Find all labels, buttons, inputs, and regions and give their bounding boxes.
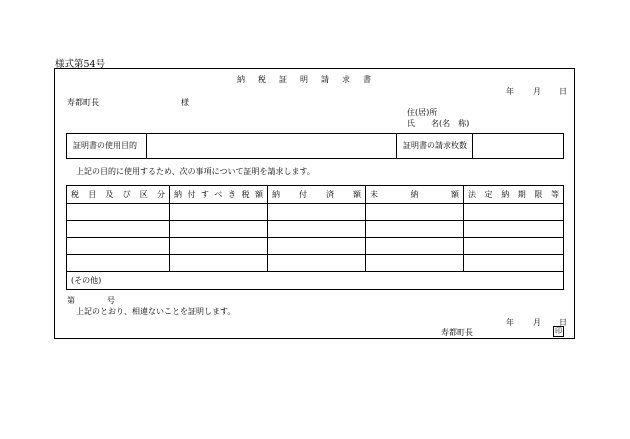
table-cell[interactable] [366,221,464,238]
purpose-label: 証明書の使用目的 [67,134,147,158]
date-month-label: 月 [533,318,541,327]
table-cell[interactable] [464,204,564,221]
purpose-row [66,133,564,159]
table-row [67,221,564,238]
table-row [67,238,564,255]
issuer-name: 寿都町長 [441,328,473,337]
table-cell[interactable] [268,238,366,255]
header-amount-paid: 納付済額 [268,186,366,204]
table-cell[interactable] [170,221,268,238]
form-number: 様式第54号 [55,59,106,70]
table-row [67,204,564,221]
table-cell[interactable] [67,221,170,238]
table-cell[interactable] [170,255,268,272]
other-cell[interactable]: (その他) [67,272,564,290]
applicant-name-label: 氏 名(名 称) [407,119,470,128]
header-amount-unpaid: 未納額 [366,186,464,204]
request-date [506,86,567,97]
applicant-address-label: 住(居)所 [407,108,438,117]
tax-table [66,185,564,290]
header-tax-item: 税目及び区分 [67,186,170,204]
seal-mark: 印 [555,327,562,335]
table-cell[interactable] [67,255,170,272]
addressee: 寿都町長 [67,98,99,107]
date-year-label: 年 [506,87,514,96]
table-row [67,255,564,272]
table-cell[interactable] [170,238,268,255]
honorific: 様 [181,98,189,107]
date-day-label: 日 [559,87,567,96]
form-title: 納税証明請求書 [237,75,384,84]
certify-statement: 上記のとおり、相違ないことを証明します。 [76,307,236,316]
table-cell[interactable] [366,255,464,272]
table-cell[interactable] [67,204,170,221]
table-cell[interactable] [268,204,366,221]
purpose-field[interactable] [147,134,397,158]
table-cell[interactable] [268,221,366,238]
table-cell[interactable] [464,255,564,272]
header-amount-due: 納付すべき税額 [170,186,268,204]
table-cell[interactable] [268,255,366,272]
header-deadline: 法定納期限等 [464,186,564,204]
table-row-other [67,272,564,290]
table-cell[interactable] [366,238,464,255]
date-month-label: 月 [533,87,541,96]
tax-table-header [67,186,564,204]
date-year-label: 年 [506,318,514,327]
table-cell[interactable] [170,204,268,221]
certificate-number-label: 第 号 [67,296,115,305]
date-day-label: 日 [559,318,567,327]
intro-text: 上記の目的に使用するため、次の事項について証明を請求します。 [76,167,315,176]
table-cell[interactable] [366,204,464,221]
table-cell[interactable] [67,238,170,255]
request-count-label: 証明書の請求枚数 [397,134,473,158]
request-count-field[interactable] [473,134,563,158]
table-cell[interactable] [464,221,564,238]
table-cell[interactable] [464,238,564,255]
